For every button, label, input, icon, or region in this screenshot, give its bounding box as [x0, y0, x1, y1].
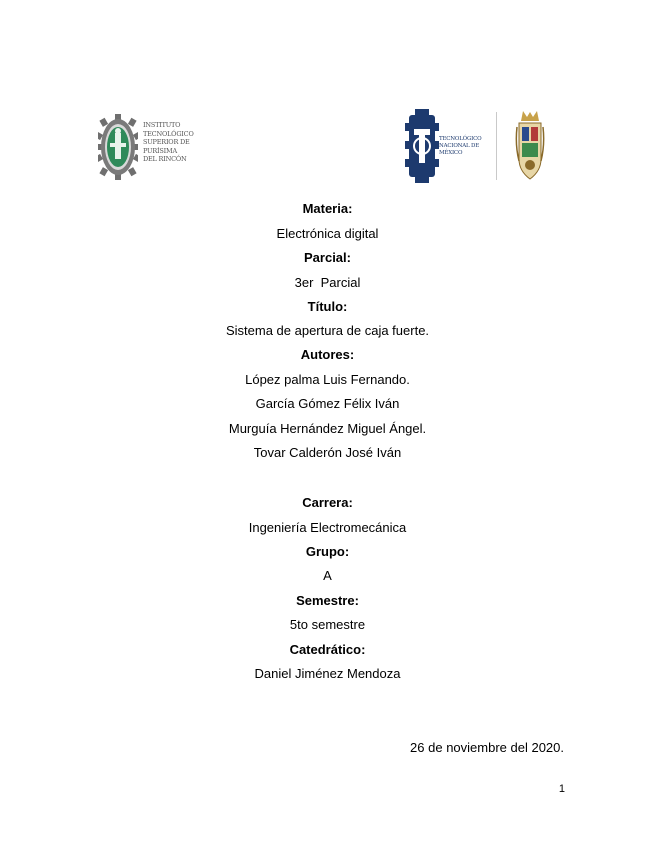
author-item: García Gómez Félix Iván	[255, 396, 400, 411]
logo-divider	[496, 112, 497, 180]
tecnm-gear-icon	[405, 109, 439, 183]
parcial-value: 3er Parcial	[294, 275, 361, 290]
author-item: Murguía Hernández Miguel Ángel.	[228, 421, 427, 436]
carrera-label: Carrera:	[302, 495, 353, 510]
semestre-value: 5to semestre	[289, 617, 366, 632]
catedratico-label: Catedrático:	[289, 642, 366, 657]
materia-label: Materia:	[302, 201, 353, 216]
parcial-label: Parcial:	[304, 250, 351, 265]
titulo-value: Sistema de apertura de caja fuerte.	[225, 323, 430, 338]
tecnm-logo-text: TECNOLÓGICO NACIONAL DE MÉXICO	[439, 136, 482, 156]
materia-value: Electrónica digital	[276, 226, 379, 241]
author-item: Tovar Calderón José Iván	[253, 445, 402, 460]
titulo-label: Título:	[307, 299, 348, 314]
grupo-label: Grupo:	[305, 544, 350, 559]
coat-of-arms-icon	[515, 109, 545, 181]
institution-logo	[98, 111, 198, 183]
document-date: 26 de noviembre del 2020.	[410, 740, 564, 755]
carrera-value: Ingeniería Electromecánica	[248, 520, 407, 535]
grupo-value: A	[323, 568, 332, 583]
semestre-label: Semestre:	[296, 593, 359, 608]
gear-emblem-icon	[98, 111, 138, 183]
institution-logo-text: INSTITUTO TECNOLÓGICO SUPERIOR DE PURÍSIMA DEL RINCÓN	[143, 121, 194, 163]
autores-label: Autores:	[300, 347, 355, 362]
catedratico-value: Daniel Jiménez Mendoza	[254, 666, 401, 681]
page-number: 1	[558, 783, 565, 795]
author-item: López palma Luis Fernando.	[245, 372, 410, 387]
tecnm-logo	[405, 109, 495, 183]
